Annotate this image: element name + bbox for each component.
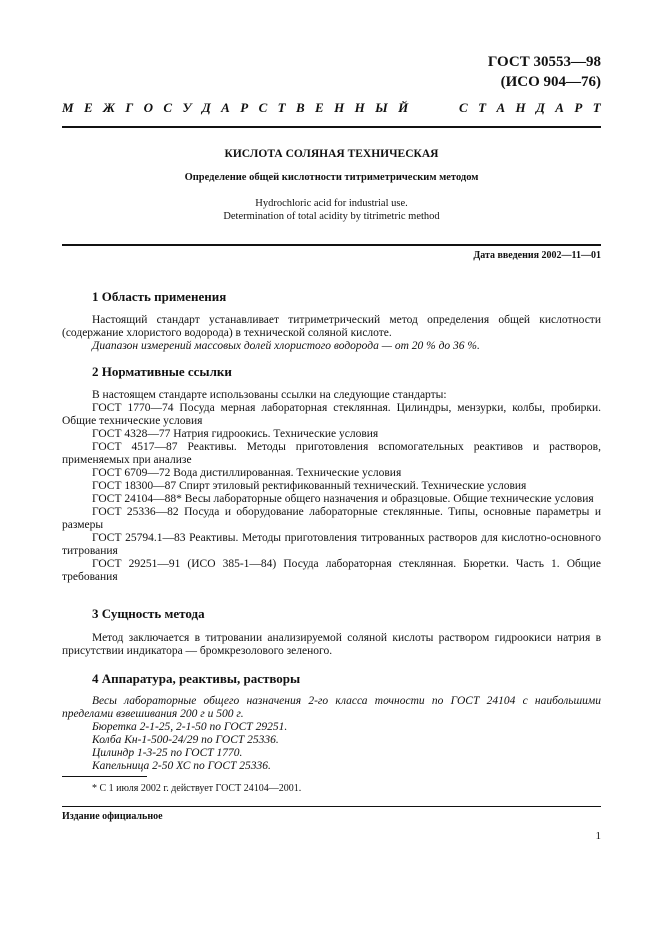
- page-number: 1: [595, 830, 601, 842]
- reference-item: ГОСТ 1770—74 Посуда мерная лабораторная стеклянная. Цилиндры, мензурки, колбы, пробирки. Общие технические условия: [62, 402, 601, 427]
- standard-title: КИСЛОТА СОЛЯНАЯ ТЕХНИЧЕСКАЯ: [224, 148, 439, 160]
- banner-letter: О: [143, 100, 153, 115]
- paragraph: Метод заключается в титровании анализируемой соляной кислоты раствором гидроокиси натрия в присутствии индикатора — бромкрезолового зеленого.: [62, 632, 601, 657]
- gost-number: ГОСТ 30553—98: [487, 54, 601, 70]
- title-divider: [62, 244, 601, 246]
- banner-letter: С: [258, 100, 268, 115]
- paragraph: Диапазон измерений массовых долей хлористого водорода — от 20 % до 36 %.: [92, 340, 480, 352]
- edition-label: Издание официальное: [62, 811, 163, 822]
- banner-letter: Д: [536, 100, 545, 115]
- section-heading: 4 Аппаратура, реактивы, растворы: [92, 671, 301, 686]
- english-title-line: Hydrochloric acid for industrial use.: [255, 198, 408, 209]
- standard-subtitle: Определение общей кислотности титриметрическим методом: [184, 172, 479, 183]
- banner-letter: У: [182, 100, 192, 115]
- banner-letter: Е: [83, 100, 93, 115]
- banner-letter: Д: [201, 100, 211, 115]
- equipment-item: Весы лабораторные общего назначения 2-го класса точности по ГОСТ 24104 с наибольшими пределами взвешивания 200 г и 500 г.: [62, 695, 601, 720]
- reference-item: ГОСТ 25336—82 Посуда и оборудование лабораторные стеклянные. Типы, основные параметры и размеры: [62, 506, 601, 531]
- equipment-item: Бюретка 2-1-25, 2-1-50 по ГОСТ 29251.: [92, 721, 288, 733]
- document-number-block: [488, 52, 601, 92]
- banner-letter: С: [459, 100, 468, 115]
- reference-item: ГОСТ 24104—88* Весы лабораторные общего назначения и образцовые. Общие технические условия: [92, 493, 594, 505]
- banner-letter: А: [221, 100, 230, 115]
- english-title: [62, 197, 601, 223]
- banner-letter: Т: [592, 100, 601, 115]
- iso-number: (ИСО 904—76): [500, 74, 601, 90]
- interstate-standard-banner: [62, 100, 601, 116]
- banner-gap: [419, 100, 449, 116]
- reference-item: ГОСТ 6709—72 Вода дистиллированная. Технические условия: [92, 467, 402, 479]
- effective-date: Дата введения 2002—11—01: [473, 250, 601, 261]
- banner-letter: Н: [334, 100, 345, 115]
- banner-letter: А: [496, 100, 506, 115]
- banner-letter: Р: [240, 100, 249, 115]
- banner-letter: Г: [125, 100, 134, 115]
- reference-item: ГОСТ 18300—87 Спирт этиловый ректификованный технический. Технические условия: [92, 480, 527, 492]
- paragraph: В настоящем стандарте использованы ссылки на следующие стандарты:: [92, 389, 447, 401]
- section-heading: 1 Область применения: [92, 289, 227, 304]
- footnote: * С 1 июля 2002 г. действует ГОСТ 24104—2001.: [92, 783, 302, 794]
- banner-letter: Р: [574, 100, 583, 115]
- paragraph: Настоящий стандарт устанавливает титриметрический метод определения общей кислотности (содержание хлористого водорода) в технической соляной кислоте.: [62, 314, 601, 339]
- banner-letter: А: [555, 100, 564, 115]
- reference-item: ГОСТ 4517—87 Реактивы. Методы приготовления вспомогательных реактивов и растворов, применяемых при анализе: [62, 441, 601, 466]
- section3-body: [62, 632, 601, 658]
- top-divider: [62, 126, 601, 128]
- section-heading: 2 Нормативные ссылки: [92, 364, 232, 379]
- equipment-list: [62, 695, 601, 773]
- banner-letter: Е: [315, 100, 324, 115]
- section-heading: 3 Сущность метода: [92, 606, 205, 621]
- banner-letter: М: [62, 100, 74, 115]
- equipment-item: Цилиндр 1-3-25 по ГОСТ 1770.: [92, 747, 243, 759]
- banner-letter: Ы: [375, 100, 388, 115]
- references-list: [62, 389, 601, 584]
- reference-item: ГОСТ 25794.1—83 Реактивы. Методы приготовления титрованных растворов для кислотно-основного титрования: [62, 532, 601, 557]
- banner-letter: В: [295, 100, 305, 115]
- banner-letter: Й: [398, 100, 409, 115]
- banner-letter: Т: [478, 100, 487, 115]
- reference-item: ГОСТ 4328—77 Натрия гидроокись. Технические условия: [92, 428, 379, 440]
- banner-letter: Ж: [103, 100, 115, 115]
- equipment-item: Капельница 2-50 ХС по ГОСТ 25336.: [92, 760, 271, 772]
- footnote-divider: [62, 776, 147, 777]
- banner-letter: С: [163, 100, 173, 115]
- banner-letter: Т: [277, 100, 286, 115]
- footer-divider: [62, 806, 601, 807]
- banner-letter: Н: [515, 100, 526, 115]
- english-title-line: Determination of total acidity by titrimetric method: [223, 211, 440, 222]
- equipment-item: Колба Кн-1-500-24/29 по ГОСТ 25336.: [92, 734, 279, 746]
- section1-body: [62, 314, 601, 353]
- banner-letter: Н: [354, 100, 365, 115]
- reference-item: ГОСТ 29251—91 (ИСО 385-1—84) Посуда лабораторная стеклянная. Бюретки. Часть 1. Общие требования: [62, 558, 601, 583]
